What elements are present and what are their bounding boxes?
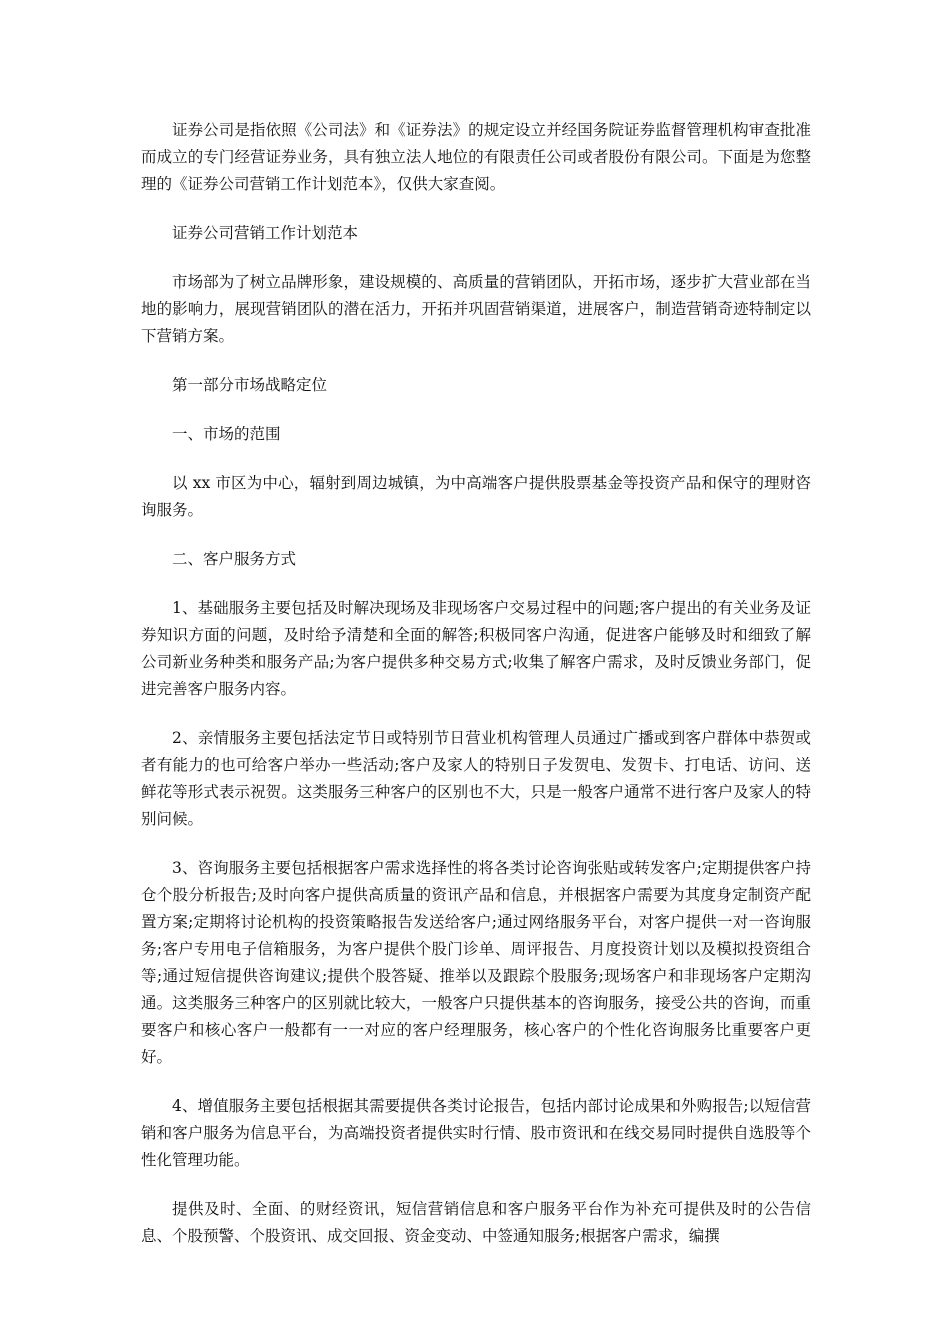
section-heading-part-one: 第一部分市场战略定位 xyxy=(172,376,328,394)
information-service-paragraph: 提供及时、全面、的财经资讯，短信营销信息和客户服务平台作为补充可提供及时的公告信息、个股预警、个股资讯、成交回报、资金变动、中签通知服务;根据客户需求，编撰 xyxy=(141,1200,811,1245)
intro-paragraph: 证券公司是指依照《公司法》和《证券法》的规定设立并经国务院证券监督管理机构审查批准而成立的专门经营证券业务，具有独立法人地位的有限责任公司或者股份有限公司。下面是为您整理的《证券公司营销工作计划范本》，仅供大家查阅。 xyxy=(141,121,811,193)
value-added-service-paragraph: 4、增值服务主要包括根据其需要提供各类讨论报告，包括内部讨论成果和外购报告;以短信营销和客户服务为信息平台，为高端投资者提供实时行情、股市资讯和在线交易同时提供自选股等个性化管理功能。 xyxy=(141,1097,811,1169)
care-service-paragraph: 2、亲情服务主要包括法定节日或特别节日营业机构管理人员通过广播或到客户群体中恭贺或者有能力的也可给客户举办一些活动;客户及家人的特别日子发贺电、发贺卡、打电话、访问、送鲜花等形式表示祝贺。这类服务三种客户的区别也不大，只是一般客户通常不进行客户及家人的特别问候。 xyxy=(141,729,811,828)
basic-service-paragraph: 1、基础服务主要包括及时解决现场及非现场客户交易过程中的问题;客户提出的有关业务及证券知识方面的问题，及时给予清楚和全面的解答;积极同客户沟通，促进客户能够及时和细致了解公司新业务种类和服务产品;为客户提供多种交易方式;收集了解客户需求，及时反馈业务部门，促进完善客户服务内容。 xyxy=(141,599,811,698)
subsection-heading-service-methods: 二、客户服务方式 xyxy=(172,550,297,568)
document-title: 证券公司营销工作计划范本 xyxy=(172,224,359,242)
document-page xyxy=(141,117,811,1272)
consulting-service-paragraph: 3、咨询服务主要包括根据客户需求选择性的将各类讨论咨询张贴或转发客户;定期提供客户持仓个股分析报告;及时向客户提供高质量的资讯产品和信息，并根据客户需要为其度身定制资产配置方案;定期将讨论机构的投资策略报告发送给客户;通过网络服务平台，对客户提供一对一咨询服务;客户专用电子信箱服务，为客户提供个股门诊单、周评报告、月度投资计划以及模拟投资组合等;通过短信提供咨询建议;提供个股答疑、推举以及跟踪个股服务;现场客户和非现场客户定期沟通。这类服务三种客户的区别就比较大，一般客户只提供基本的咨询服务，接受公共的咨询，而重要客户和核心客户一般都有一一对应的客户经理服务，核心客户的个性化咨询服务比重要客户更好。 xyxy=(141,859,811,1066)
market-scope-paragraph: 以 xx 市区为中心，辐射到周边城镇，为中高端客户提供股票基金等投资产品和保守的理财咨询服务。 xyxy=(141,474,811,519)
purpose-paragraph: 市场部为了树立品牌形象，建设规模的、高质量的营销团队，开拓市场，逐步扩大营业部在当地的影响力，展现营销团队的潜在活力，开拓并巩固营销渠道，进展客户，制造营销奇迹特制定以下营销方案。 xyxy=(141,273,811,345)
subsection-heading-market-scope: 一、市场的范围 xyxy=(172,425,281,443)
